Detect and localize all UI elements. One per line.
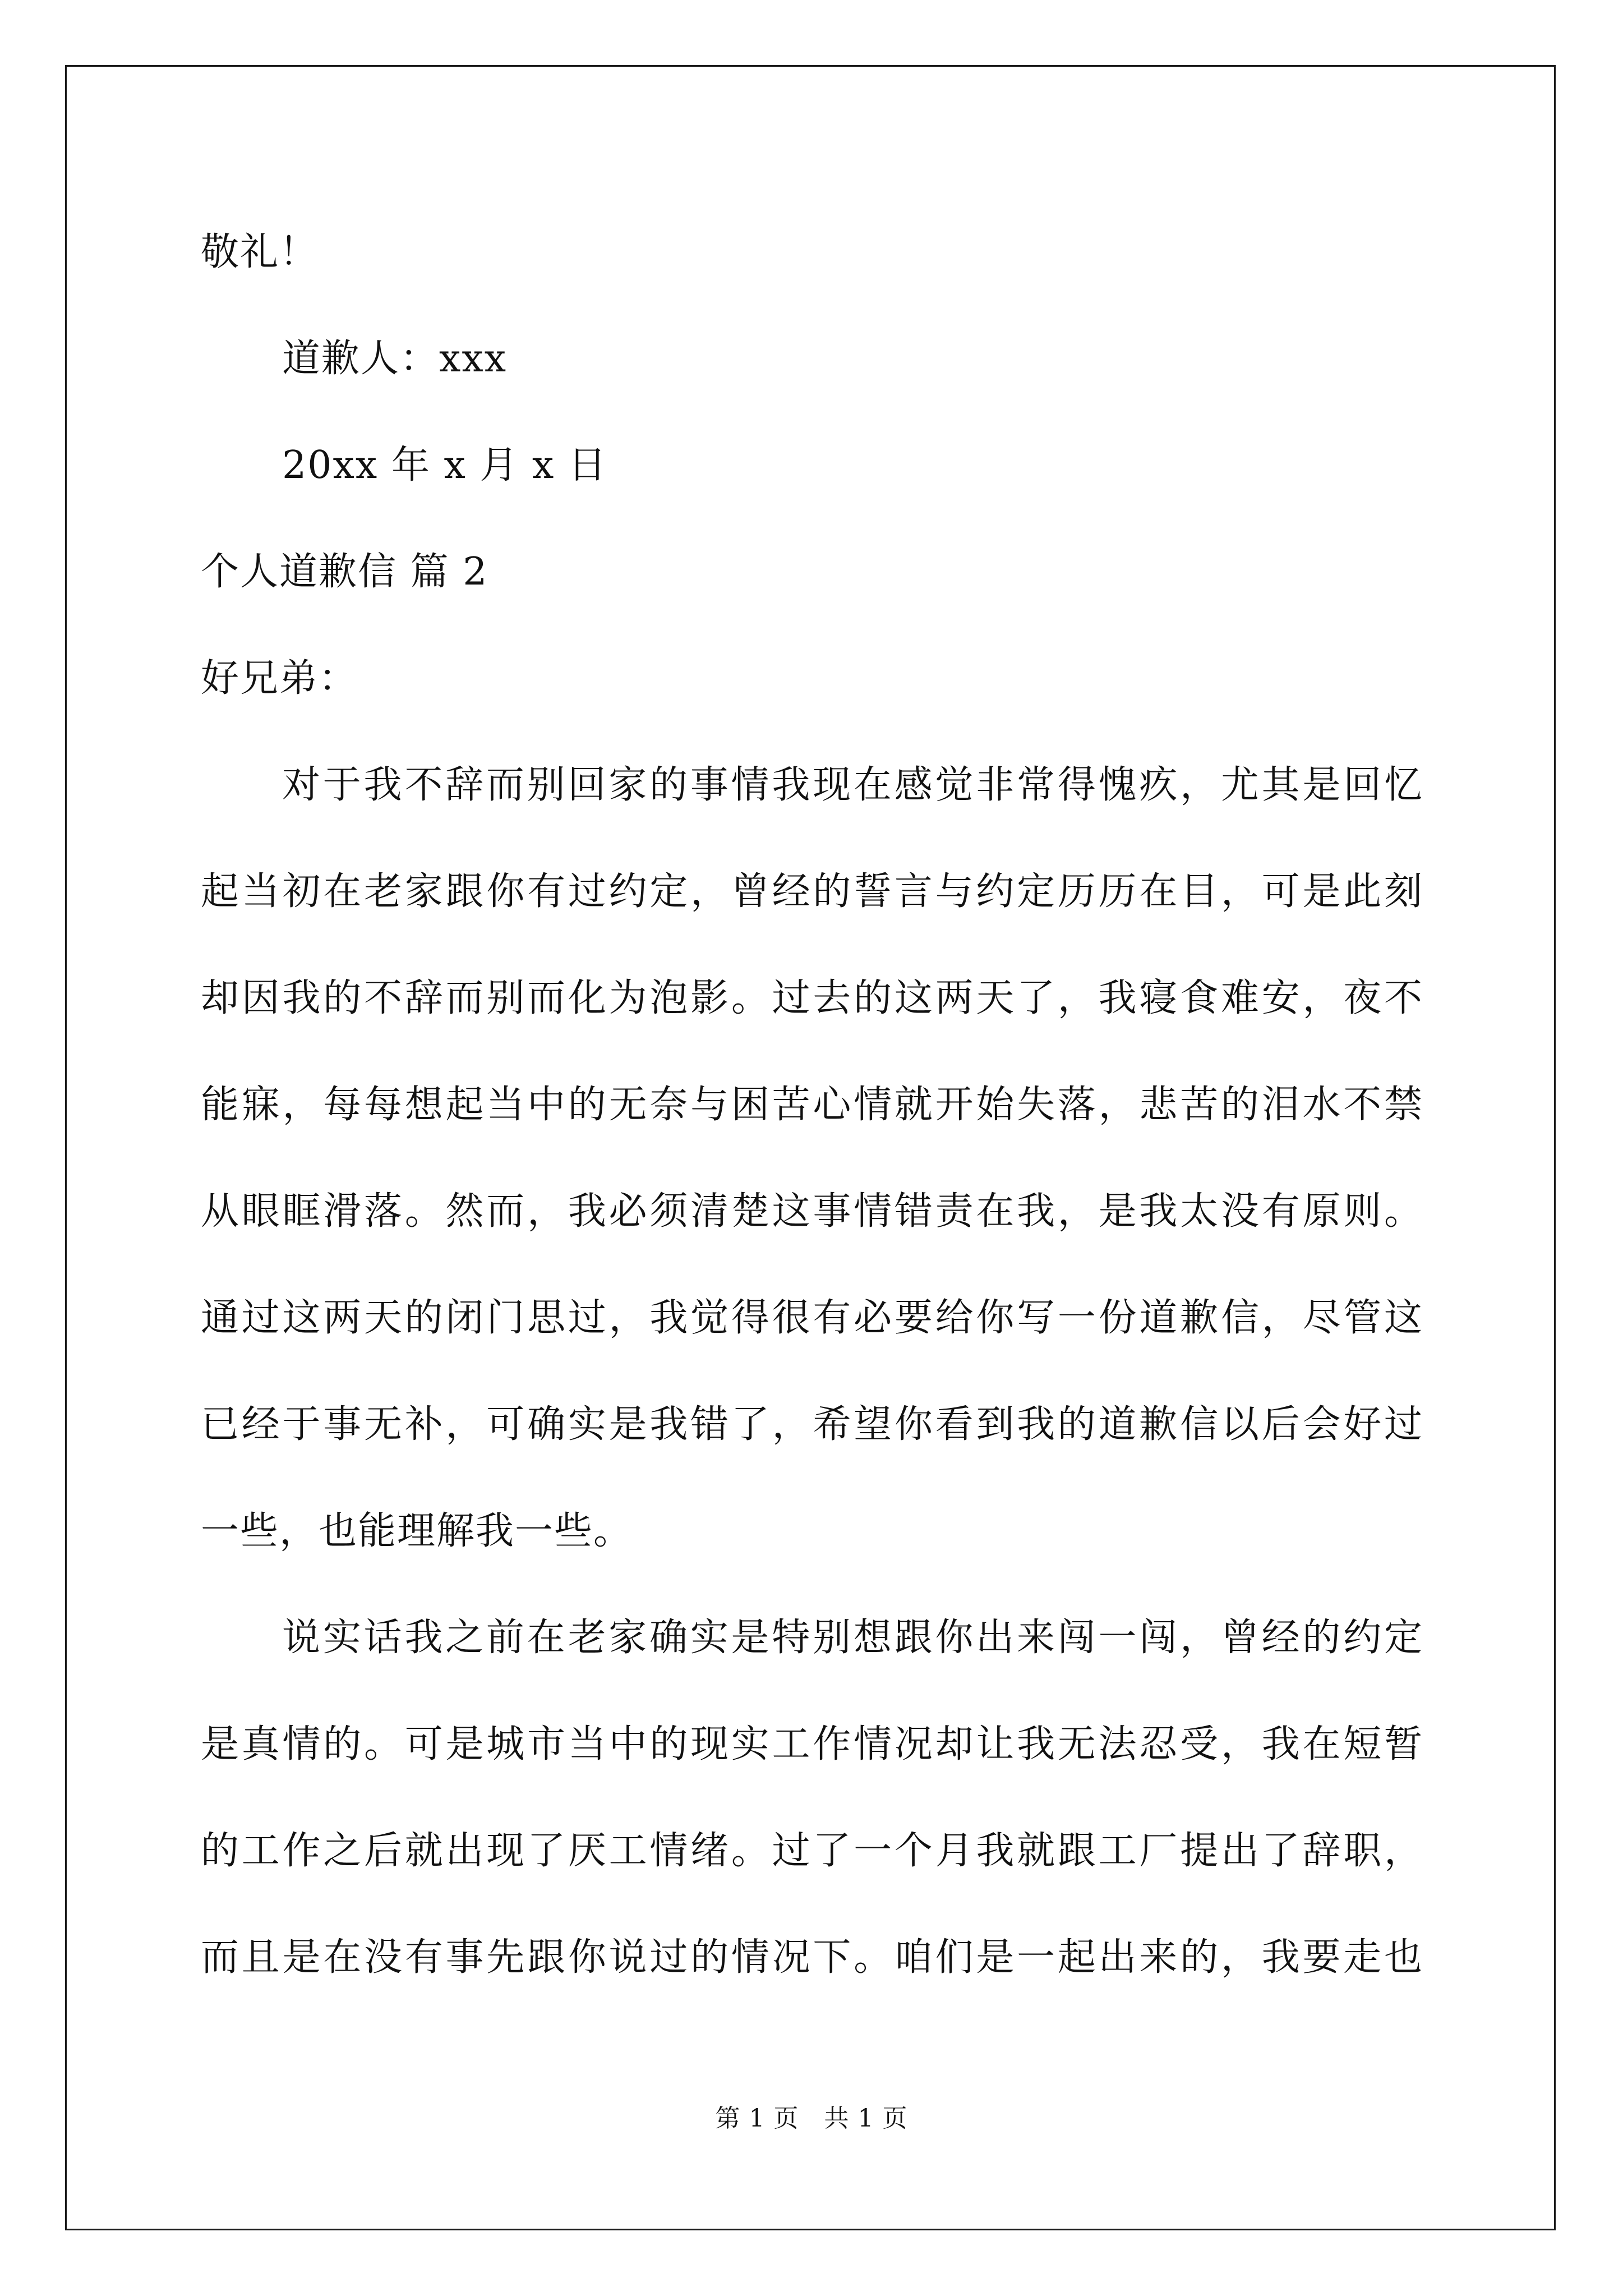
paragraph-2-line: 是真情的。可是城市当中的现实工作情况却让我无法忍受，我在短暂 bbox=[201, 1722, 1423, 1766]
paragraph-1-line: 从眼眶滑落。然而，我必须清楚这事情错责在我，是我太没有原则。 bbox=[201, 1189, 1423, 1234]
paragraph-1-line: 却因我的不辞而别而化为泡影。过去的这两天了，我寝食难安，夜不 bbox=[201, 976, 1423, 1020]
section-title: 个人道歉信 篇 2 bbox=[201, 550, 488, 594]
paragraph-1-line: 对于我不辞而别回家的事情我现在感觉非常得愧疚，尤其是回忆 bbox=[282, 763, 1423, 807]
greeting: 好兄弟： bbox=[201, 656, 358, 701]
paragraph-2-line: 而且是在没有事先跟你说过的情况下。咱们是一起出来的，我要走也 bbox=[201, 1935, 1423, 1980]
date-line: 20xx 年 x 月 x 日 bbox=[282, 443, 608, 487]
paragraph-1-line: 起当初在老家跟你有过约定，曾经的誓言与约定历历在目，可是此刻 bbox=[201, 869, 1423, 914]
page-footer: 第 1 页 共 1 页 bbox=[715, 2104, 908, 2133]
paragraph-2-line: 的工作之后就出现了厌工情绪。过了一个月我就跟工厂提出了辞职， bbox=[201, 1829, 1423, 1873]
paragraph-1-line: 一些，也能理解我一些。 bbox=[201, 1509, 633, 1553]
signer-line: 道歉人：xxx bbox=[282, 337, 508, 381]
paragraph-1-line: 通过这两天的闭门思过，我觉得很有必要给你写一份道歉信，尽管这 bbox=[201, 1296, 1423, 1340]
closing-salute: 敬礼！ bbox=[201, 230, 319, 274]
paragraph-1-line: 能寐，每每想起当中的无奈与困苦心情就开始失落，悲苦的泪水不禁 bbox=[201, 1083, 1423, 1127]
paragraph-2-line: 说实话我之前在老家确实是特别想跟你出来闯一闯，曾经的约定 bbox=[282, 1616, 1423, 1660]
paragraph-1-line: 已经于事无补，可确实是我错了，希望你看到我的道歉信以后会好过 bbox=[201, 1402, 1423, 1447]
